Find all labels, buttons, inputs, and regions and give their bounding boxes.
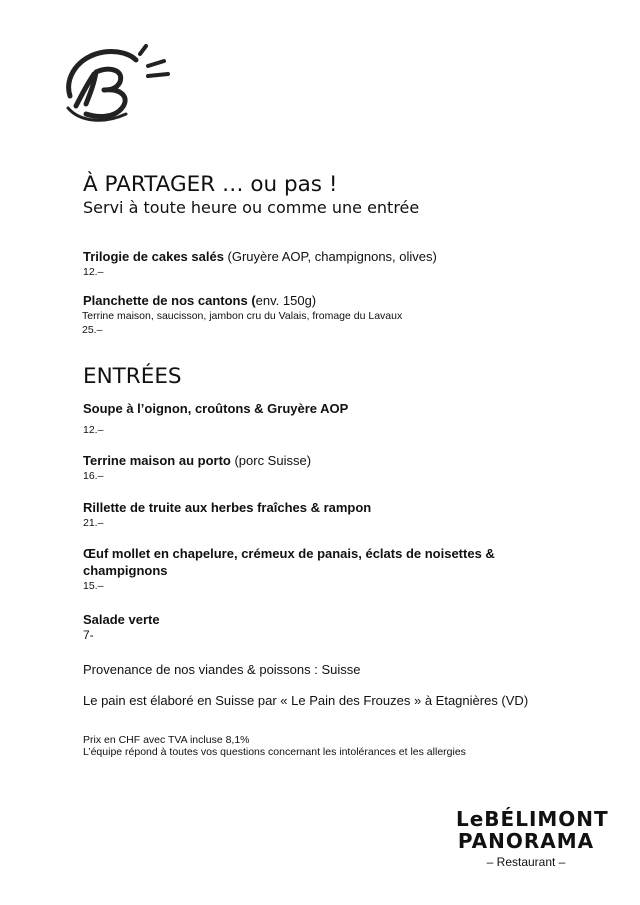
bread-note: Le pain est élaboré en Suisse par « Le Pain des Frouzes » à Etagnières (VD) (83, 693, 529, 708)
menu-item (83, 545, 553, 593)
item-name: Salade verte (83, 612, 160, 627)
item-price: 25.– (82, 324, 103, 336)
section-title-partager: À PARTAGER … ou pas ! (83, 172, 338, 197)
brand-line3: – Restaurant – (486, 855, 566, 869)
section-title-entrees: ENTRÉES (83, 364, 182, 389)
item-price: 15.– (83, 580, 104, 592)
item-note: (Gruyère AOP, champignons, olives) (223, 249, 437, 264)
item-note: env. 150g) (255, 293, 317, 308)
brand-line1: LeBÉLIMONT (456, 807, 609, 831)
item-price: 12.– (83, 424, 104, 436)
belimont-b-sun-logo (60, 44, 172, 124)
item-name: Œuf mollet en chapelure, crémeux de panais, éclats de noisettes & champignons (83, 546, 495, 578)
item-price: 16.– (83, 470, 104, 482)
brand-logo (456, 807, 609, 869)
allergy-note: L’équipe répond à toutes vos questions concernant les intolérances et les allergies (83, 746, 466, 758)
item-name: Rillette de truite aux herbes fraîches & rampon (83, 500, 372, 515)
item-name: Terrine maison au porto (83, 453, 231, 468)
prices-note: Prix en CHF avec TVA incluse 8,1% (83, 734, 250, 746)
section-subtitle-partager: Servi à toute heure ou comme une entrée (83, 198, 420, 217)
item-note: (porc Suisse) (230, 453, 312, 468)
brand-line2: PANORAMA (457, 829, 595, 853)
provenance-note: Provenance de nos viandes & poissons : Suisse (83, 662, 361, 677)
item-name: Soupe à l’oignon, croûtons & Gruyère AOP (83, 401, 349, 416)
item-name: Trilogie de cakes salés (83, 249, 224, 264)
item-description: Terrine maison, saucisson, jambon cru du Valais, fromage du Lavaux (82, 310, 403, 322)
menu-item (83, 452, 553, 483)
menu-item (83, 400, 553, 437)
menu-item (83, 292, 553, 337)
item-name: Planchette de nos cantons ( (83, 293, 256, 308)
item-price: 7- (83, 628, 94, 642)
item-price: 12.– (83, 266, 104, 278)
menu-item (83, 611, 553, 642)
item-price: 21.– (83, 517, 104, 529)
menu-item (83, 248, 553, 279)
menu-item (83, 499, 553, 530)
